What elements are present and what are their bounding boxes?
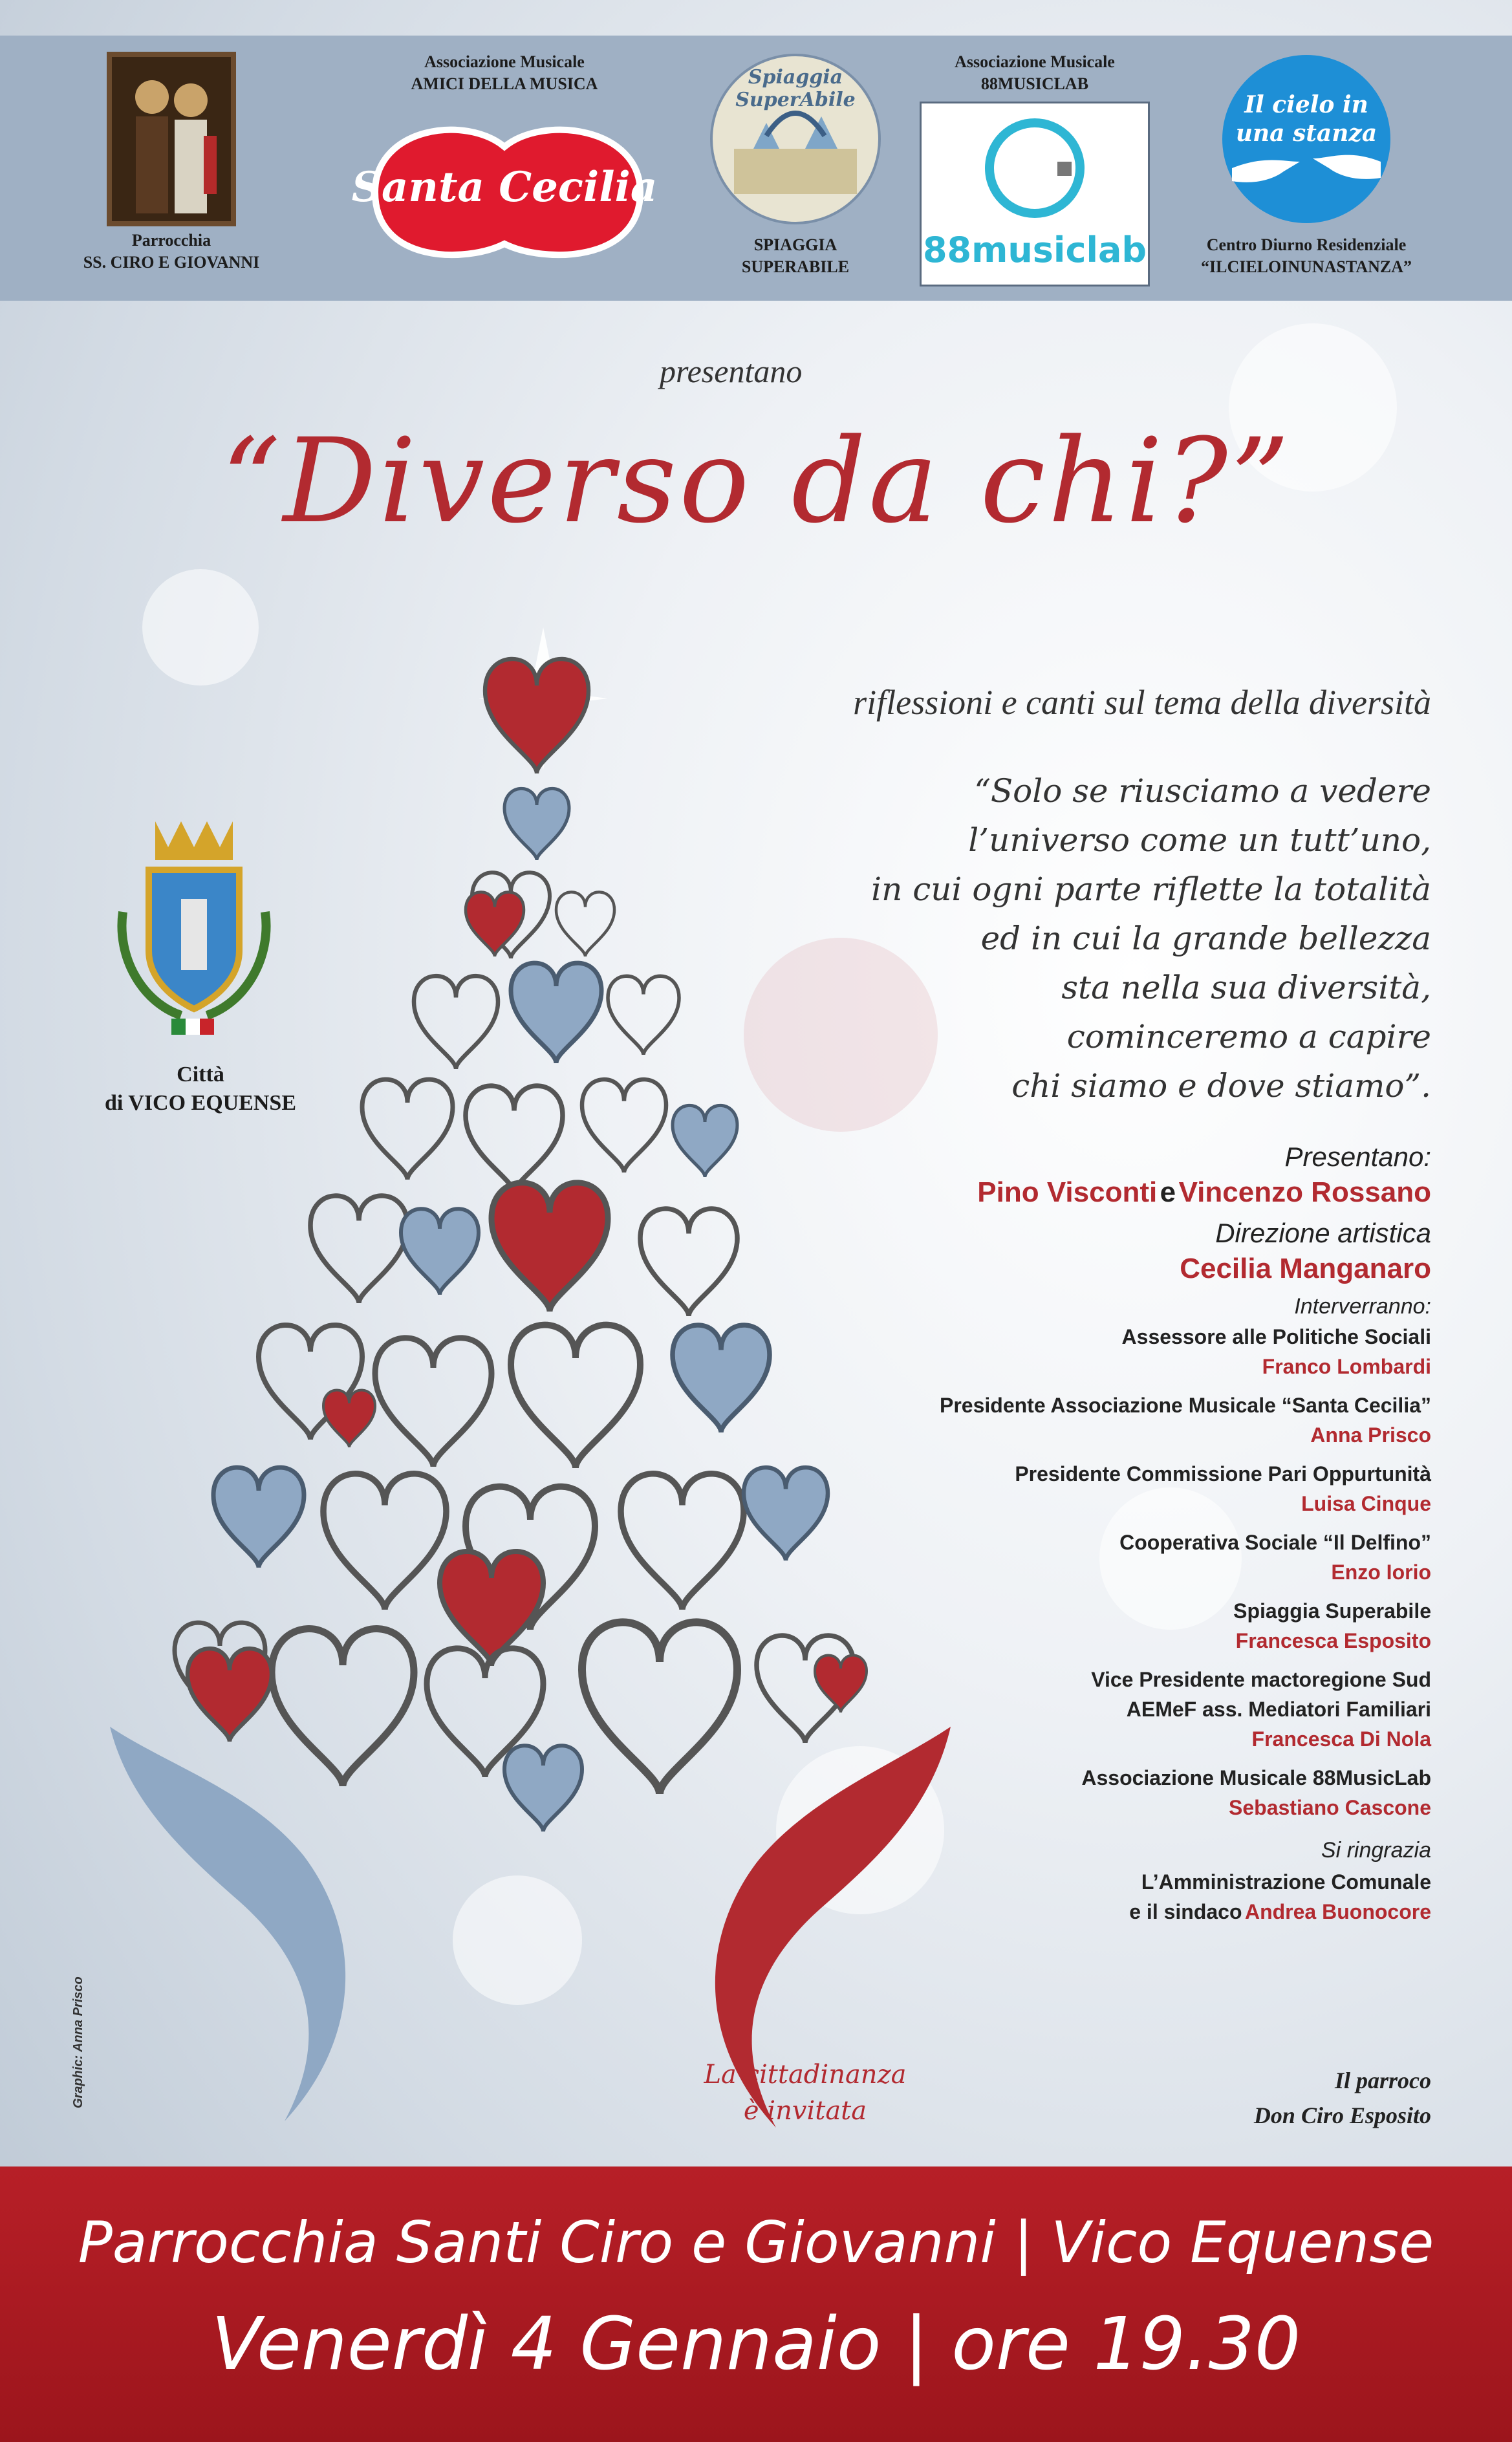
logo-text: Santa Cecilia: [351, 163, 658, 211]
speaker: [720, 1763, 1431, 1822]
credits: [720, 1141, 1431, 1927]
thanks-line: [720, 1897, 1431, 1927]
speaker-name: Luisa Cinque: [1301, 1492, 1431, 1515]
logo-text-line: una stanza: [1235, 120, 1377, 147]
musiclab-logo: [920, 102, 1150, 286]
logo-text-line: Il cielo in: [1244, 91, 1368, 118]
direzione-label: Direzione artistica: [1215, 1218, 1431, 1248]
graphic-credit: Graphic: Anna Prisco: [71, 1976, 85, 2108]
logo-top-line: 88MUSICLAB: [980, 74, 1089, 93]
speaker-role: Presidente Commissione Pari Oppurtunità: [1015, 1462, 1431, 1486]
speaker-name: Franco Lombardi: [1262, 1355, 1431, 1378]
invite-line: La cittadinanza: [704, 2060, 907, 2090]
logo-spiaggia: [705, 52, 886, 278]
speaker-name: Anna Prisco: [1310, 1423, 1431, 1447]
invite: [698, 2057, 912, 2129]
presenters: [720, 1176, 1431, 1209]
santa-cecilia-logo: [336, 102, 673, 283]
quote-line: sta nella sua diversità,: [1061, 969, 1431, 1006]
speaker: [720, 1459, 1431, 1518]
presentano-label: presentano: [660, 353, 803, 389]
header-band: [0, 36, 1512, 301]
quote-line: chi siamo e dove stiamo”.: [1011, 1067, 1431, 1105]
speaker-name: Enzo Iorio: [1331, 1561, 1431, 1584]
logo-top-line: AMICI DELLA MUSICA: [411, 74, 598, 93]
parroco-line: Il parroco: [1334, 2068, 1431, 2093]
interverranno-label: Interverranno:: [1294, 1294, 1431, 1319]
presenter-name: Vincenzo Rossano: [1178, 1176, 1431, 1208]
logo-santa-cecilia: [323, 51, 686, 283]
parroco-signature: [1254, 2063, 1431, 2133]
speaker-role: Assessore alle Politiche Sociali: [1121, 1325, 1431, 1348]
speaker-role: Associazione Musicale 88MusicLab: [1081, 1766, 1431, 1789]
mayor-name: Andrea Buonocore: [1244, 1900, 1431, 1923]
quote-line: in cui ogni parte riflette la totalità: [871, 870, 1431, 908]
speaker-role: Spiaggia Superabile: [1233, 1599, 1431, 1623]
presentano-credits-label: Presentano:: [1284, 1141, 1431, 1172]
footer-band: [0, 2166, 1512, 2442]
quote-line: ed in cui la grande bellezza: [980, 920, 1431, 957]
logo-parrocchia: [71, 52, 272, 274]
speaker-role: Cooperativa Sociale “Il Delfino”: [1119, 1531, 1431, 1554]
logo-top-line: Associazione Musicale: [424, 52, 585, 71]
speaker: [720, 1596, 1431, 1656]
footer-date: Venerdì 4 Gennaio | ore 19.30: [211, 2302, 1301, 2386]
speaker: [720, 1665, 1431, 1754]
speaker-name: Francesca Di Nola: [1251, 1727, 1431, 1751]
city-line: Città: [177, 1063, 224, 1086]
speaker-role: AEMeF ass. Mediatori Familiari: [1126, 1698, 1431, 1721]
logo-top-line: Associazione Musicale: [955, 52, 1115, 71]
invite-line: è invitata: [743, 2096, 867, 2126]
presenter-name: Pino Visconti: [977, 1176, 1158, 1208]
speaker-role: Vice Presidente mactoregione Sud: [1091, 1668, 1431, 1691]
thanks-label: Si ringrazia: [1321, 1838, 1431, 1863]
speaker: [720, 1528, 1431, 1587]
logo-caption-line: “ILCIELOINUNASTANZA”: [1200, 257, 1412, 276]
city-line: di VICO EQUENSE: [104, 1091, 297, 1115]
quote-line: l’universo come un tutt’uno,: [968, 821, 1431, 859]
logo-text: [1219, 91, 1394, 147]
logo-cielo: [1164, 52, 1449, 278]
speaker: [720, 1390, 1431, 1450]
page-title: “Diverso da chi?”: [221, 414, 1293, 549]
logo-caption-line: SUPERABILE: [741, 257, 850, 276]
hands-logo: [1219, 52, 1394, 226]
speaker-name: Francesca Esposito: [1235, 1629, 1431, 1652]
logo-caption-line: Centro Diurno Residenziale: [1206, 235, 1407, 254]
logo-text: 88musiclab: [922, 230, 1147, 270]
thanks-prefix: e il sindaco: [1129, 1900, 1242, 1923]
logo-caption-line: Parrocchia: [131, 231, 211, 250]
beach-logo: [708, 52, 883, 226]
logo-88musiclab: [912, 51, 1158, 286]
speaker-name: Sebastiano Cascone: [1229, 1796, 1431, 1819]
director-name: Cecilia Manganaro: [1180, 1253, 1431, 1284]
parroco-line: Don Ciro Esposito: [1253, 2102, 1431, 2128]
speaker-role: Presidente Associazione Musicale “Santa Cecilia”: [940, 1394, 1431, 1417]
thanks-line: L’Amministrazione Comunale: [1141, 1870, 1431, 1894]
speaker: [720, 1322, 1431, 1381]
presenter-conj: e: [1160, 1176, 1176, 1208]
subtitle: riflessioni e canti sul tema della diversità: [853, 683, 1431, 722]
quote-line: “Solo se riusciamo a vedere: [974, 772, 1431, 810]
saints-painting-icon: [107, 52, 236, 226]
logo-caption-line: SPIAGGIA: [753, 235, 837, 254]
logo-text: Spiaggia SuperAbile: [735, 66, 856, 111]
logo-caption-line: SS. CIRO E GIOVANNI: [83, 253, 260, 272]
footer-location: Parrocchia Santi Ciro e Giovanni | Vico Equense: [78, 2209, 1434, 2276]
quote-line: cominceremo a capire: [1066, 1018, 1431, 1055]
